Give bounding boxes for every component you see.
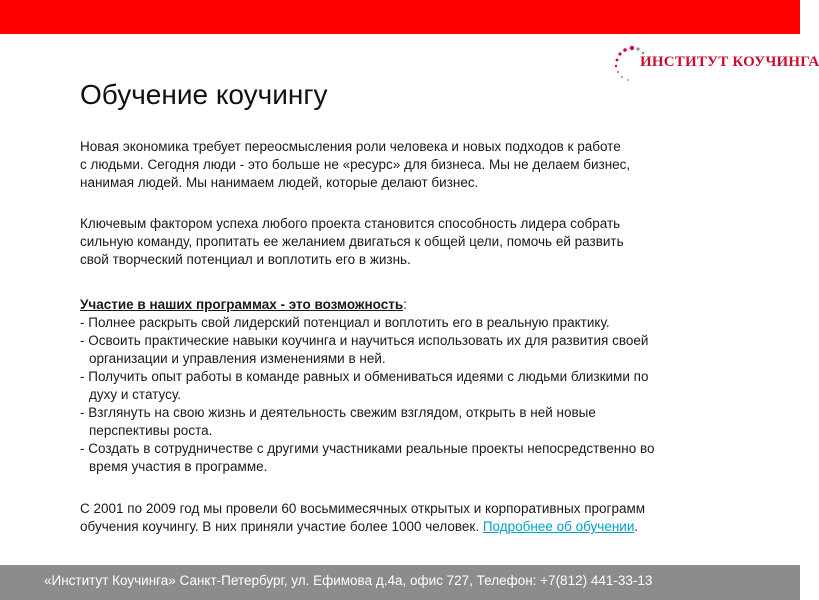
top-red-bar bbox=[0, 0, 800, 34]
paragraph-line: Ключевым фактором успеха любого проекта становится способность лидера собрать bbox=[80, 216, 621, 231]
footer-bar bbox=[0, 565, 800, 600]
paragraph-line: сильную команду, пропитать ее желанием двигаться к общей цели, помочь ей развить bbox=[80, 234, 624, 249]
period: . bbox=[634, 519, 639, 534]
list-item: - Взглянуть на свою жизнь и деятельность свежим взглядом, открыть в ней новые bbox=[80, 405, 596, 420]
opportunities-heading-line bbox=[80, 296, 760, 314]
list-item-continuation: время участия в программе. bbox=[89, 459, 268, 474]
list-item: - Освоить практические навыки коучинга и научиться использовать их для развития своей bbox=[80, 333, 649, 348]
institute-logo[interactable] bbox=[610, 44, 819, 84]
logo-text: ИНСТИТУТ КОУЧИНГА bbox=[640, 54, 819, 70]
paragraph-line: с людьми. Сегодня люди - это больше не «ресурс» для бизнеса. Мы не делаем бизнес, bbox=[80, 157, 631, 172]
intro-paragraph bbox=[80, 138, 760, 192]
page-title: Обучение коучингу bbox=[80, 79, 328, 110]
list-item: - Получить опыт работы в команде равных и обмениваться идеями с людьми близкими по bbox=[80, 369, 649, 384]
paragraph-line bbox=[80, 518, 760, 536]
history-text: обучения коучингу. В них приняли участие более 1000 человек. bbox=[80, 519, 480, 534]
more-about-training-link[interactable]: Подробнее об обучении bbox=[482, 519, 635, 534]
list-item-continuation: организации и управления изменениями в ней. bbox=[89, 351, 386, 366]
footer-contact: «Институт Коучинга» Санкт-Петербург, ул. Ефимова д.4а, офис 727, Телефон: +7(812) 441-33-13 bbox=[44, 573, 653, 588]
paragraph-line: свой творческий потенциал и воплотить его в жизнь. bbox=[80, 252, 411, 267]
list-item: - Полнее раскрыть свой лидерский потенциал и воплотить его в реальную практику. bbox=[80, 315, 610, 330]
list-item-continuation: духу и статусу. bbox=[89, 387, 181, 402]
list-item-continuation: перспективы роста. bbox=[89, 423, 213, 438]
paragraph-line: С 2001 по 2009 год мы провели 60 восьмимесячных открытых и корпоративных программ bbox=[80, 501, 646, 516]
heading-colon: : bbox=[403, 297, 407, 312]
list-item: - Создать в сотрудничестве с другими участниками реальные проекты непосредственно во bbox=[80, 441, 655, 456]
opportunities-heading: Участие в наших программах - это возможность bbox=[80, 297, 404, 312]
history-paragraph bbox=[80, 500, 760, 536]
success-factor-paragraph bbox=[80, 215, 760, 269]
paragraph-line: нанимая людей. Мы нанимаем людей, которые делают бизнес. bbox=[80, 175, 479, 190]
opportunities-section bbox=[80, 296, 760, 476]
paragraph-line: Новая экономика требует переосмысления роли человека и новых подходов к работе bbox=[80, 139, 621, 154]
